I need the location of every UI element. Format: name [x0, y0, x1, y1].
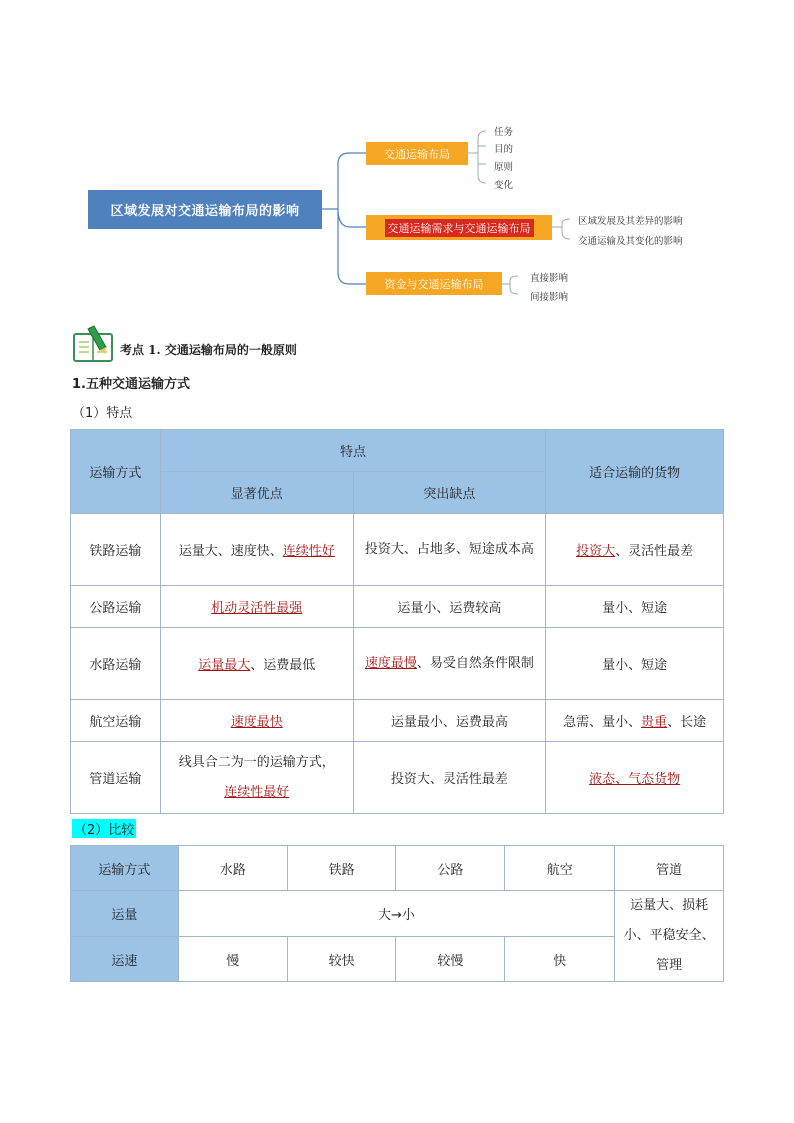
disadvantage-cell: [353, 628, 546, 700]
goods-cell: [546, 700, 724, 742]
volume-label: 运量: [71, 891, 179, 937]
key-term: 速度最快: [230, 715, 283, 730]
header-mode: 运输方式: [71, 846, 179, 891]
mind-map-leaf: 交通运输及其变化的影响: [578, 236, 683, 247]
mind-map-node-layout: 交通运输布局: [366, 142, 468, 165]
header-water: 水路: [178, 846, 287, 891]
goods-cell: 量小、短途: [546, 628, 724, 700]
cell-text: 、长途: [667, 715, 707, 730]
mind-map-leaf: 目的: [494, 144, 514, 155]
features-table: [70, 429, 724, 814]
mind-map: [0, 0, 794, 320]
mind-map-leaf: 间接影响: [530, 292, 569, 303]
section-heading: 1.五种交通运输方式: [72, 377, 190, 392]
speed-rail: 较快: [287, 937, 396, 982]
mind-map-root: 区域发展对交通运输布局的影响: [88, 190, 322, 229]
disadvantage-cell: 运量最小、运费最高: [353, 700, 546, 742]
goods-cell: 量小、短途: [546, 586, 724, 628]
notebook-pencil-icon: [72, 325, 116, 363]
key-term: 运量最大: [198, 658, 251, 673]
header-goods: 适合运输的货物: [546, 430, 724, 514]
header-pipeline: 管道: [615, 846, 724, 891]
table-row: [71, 742, 724, 814]
kaodian-title: 考点 1. 交通运输布局的一般原则: [120, 342, 297, 357]
mind-map-leaf: 原则: [494, 162, 514, 173]
advantage-cell: [160, 700, 353, 742]
mind-map-leaf: 任务: [494, 127, 514, 138]
header-disadvantage: 突出缺点: [353, 472, 546, 514]
mind-map-leaf: 区域发展及其差异的影响: [578, 216, 683, 227]
cell-text: 、灵活性最差: [615, 544, 694, 559]
advantage-cell: [160, 586, 353, 628]
mode-cell: 水路运输: [71, 628, 161, 700]
header-advantage: 显著优点: [160, 472, 353, 514]
disadvantage-cell: 投资大、灵活性最差: [353, 742, 546, 814]
subsection-features: （1）特点: [72, 406, 133, 421]
mode-cell: 公路运输: [71, 586, 161, 628]
subsection-comparison: （2）比较: [72, 819, 136, 838]
speed-water: 慢: [178, 937, 287, 982]
speed-road: 较慢: [396, 937, 505, 982]
table-row: [71, 700, 724, 742]
header-mode: 运输方式: [71, 430, 161, 514]
disadvantage-cell: 投资大、占地多、短途成本高: [353, 514, 546, 586]
advantage-cell: [160, 628, 353, 700]
mode-cell: 铁路运输: [71, 514, 161, 586]
kaodian-header: [72, 324, 297, 364]
cell-text: 线具合二为一的运输方式，: [178, 754, 335, 770]
speed-label: 运速: [71, 937, 179, 982]
mind-map-leaf: 变化: [494, 180, 514, 191]
pipeline-note: 运量大、损耗小、平稳安全、管理: [615, 891, 724, 982]
mind-map-node-funding: 资金与交通运输布局: [366, 272, 502, 295]
key-term: 速度最慢: [364, 655, 417, 671]
advantage-cell: [160, 742, 353, 814]
cell-text: 急需、量小、: [563, 715, 642, 730]
mind-map-node-demand: [366, 215, 552, 240]
key-term: 贵重: [641, 715, 668, 730]
table-row: [71, 586, 724, 628]
header-air: 航空: [505, 846, 615, 891]
key-term: 机动灵活性最强: [211, 601, 303, 616]
mind-map-node-demand-label: 交通运输需求与交通运输布局: [385, 219, 534, 237]
table-row: [71, 628, 724, 700]
header-rail: 铁路: [287, 846, 396, 891]
goods-cell: [546, 514, 724, 586]
header-features: 特点: [160, 430, 545, 472]
table-row: [71, 891, 724, 937]
cell-text: 、易受自然条件限制: [416, 655, 534, 671]
key-term: 液态、气态货物: [589, 772, 681, 787]
header-road: 公路: [396, 846, 505, 891]
cell-text: 运量大、速度快、: [178, 544, 283, 559]
key-term: 投资大: [576, 544, 616, 559]
cell-text: 、运费最低: [250, 658, 316, 673]
key-term: 连续性好: [282, 544, 335, 559]
mind-map-leaf: 直接影响: [530, 273, 569, 284]
speed-air: 快: [505, 937, 615, 982]
mode-cell: 航空运输: [71, 700, 161, 742]
disadvantage-cell: 运量小、运费较高: [353, 586, 546, 628]
key-term: 连续性最好: [224, 784, 290, 800]
volume-trend: 大→小: [178, 891, 614, 937]
advantage-cell: [160, 514, 353, 586]
comparison-table: [70, 845, 724, 982]
mode-cell: 管道运输: [71, 742, 161, 814]
goods-cell: [546, 742, 724, 814]
table-row: [71, 846, 724, 891]
table-row: [71, 514, 724, 586]
